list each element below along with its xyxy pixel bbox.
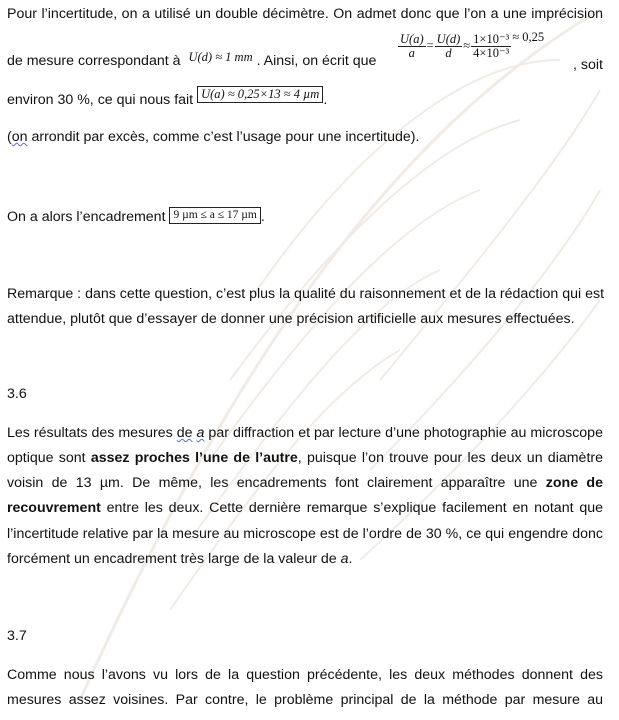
heading-text: 3.7 <box>7 628 27 644</box>
boxed-result: U(a) ≈ 0,25×13 ≈ 4 µm <box>197 86 323 103</box>
text: Comme nous l’avons vu lors de la question précédente, les deux méthodes donnent des <box>7 667 603 683</box>
text: environ 30 %, ce qui nous fait <box>7 92 194 108</box>
paragraph-line <box>7 87 603 109</box>
paragraph-line <box>7 208 603 227</box>
text: ( <box>7 129 12 145</box>
bold-text: assez proches l’une de l’autre <box>90 450 298 466</box>
text: Remarque : dans cette question, c’est plus la qualité du raisonnement et de la rédaction qui est <box>7 286 605 302</box>
text: par diffraction et par lecture d’une photographie au microscope <box>204 425 603 441</box>
fraction <box>471 33 511 60</box>
text: . <box>323 92 328 108</box>
spellcheck-word: on <box>11 129 28 145</box>
boxed-interval: 9 µm ≤ a ≤ 17 µm <box>169 207 260 224</box>
symbol: a <box>196 425 205 441</box>
text: de mesure correspondant à <box>7 53 181 69</box>
inline-equation: U(d) ≈ 1 mm <box>188 50 253 64</box>
paragraph-line <box>7 128 603 146</box>
paragraph-line <box>7 499 603 517</box>
section-heading <box>7 385 603 403</box>
heading-text: 3.6 <box>7 386 27 402</box>
text: . Ainsi, on écrit que <box>256 53 377 69</box>
paragraph-line <box>7 310 603 328</box>
denominator: a <box>408 46 415 60</box>
text: . <box>348 551 353 567</box>
text: voisin de 13 µm. De même, les encadrements font clairement apparaître une <box>7 475 546 491</box>
bold-text: recouvrement <box>7 500 101 516</box>
paragraph-line <box>7 5 603 23</box>
equals-sign: = <box>426 38 434 53</box>
symbol: a <box>340 551 349 567</box>
numerator: U(a) <box>400 32 424 46</box>
paragraph-line <box>7 474 603 492</box>
numerator: U(d) <box>436 32 461 46</box>
paragraph-line <box>7 691 603 709</box>
text: optique sont <box>7 450 91 466</box>
text: On a alors l’encadrement <box>7 209 166 225</box>
paragraph-line-end <box>571 56 603 74</box>
paragraph-line <box>7 285 603 303</box>
paragraph-line <box>7 424 603 442</box>
fraction <box>398 33 426 60</box>
paragraph-line <box>7 550 603 568</box>
text: , puisque l’on trouve pour les deux un diamètre <box>297 450 604 466</box>
numerator: 1×10⁻³ <box>473 32 510 46</box>
text: arrondit par excès, comme c’est l’usage pour une incertitude). <box>27 129 420 145</box>
approx-sign: ≈ <box>463 38 471 53</box>
paragraph-line <box>7 449 603 467</box>
text: Pour l’incertitude, on a utilisé un double décimètre. On admet donc que l’on a une imprécision <box>7 6 603 22</box>
denominator: 4×10⁻³ <box>473 46 510 60</box>
text: attendue, plutôt que d’essayer de donner une précision artificielle aux mesures effectuées. <box>7 311 575 327</box>
text: , soit <box>573 57 603 73</box>
text: entre les deux. Cette dernière remarque s’explique facilement en notant que <box>100 500 603 516</box>
text: forcément un encadrement très large de la valeur de <box>7 551 341 567</box>
relative-uncertainty-equation <box>397 30 545 60</box>
text: Les résultats des mesures <box>7 425 173 441</box>
fraction <box>435 33 463 60</box>
text: mesures assez voisines. Par contre, le problème principal de la méthode par mesure au <box>7 692 603 708</box>
text: l’incertitude relative par la mesure au microscope est de l’ordre de 30 %, ce qui engendre donc <box>7 526 603 542</box>
paragraph-line <box>7 666 603 684</box>
spellcheck-word: de <box>176 425 193 441</box>
result: ≈ 0,25 <box>512 30 545 45</box>
denominator: d <box>445 46 452 60</box>
paragraph-line <box>7 525 603 543</box>
text: . <box>260 209 265 225</box>
section-heading <box>7 627 603 645</box>
bold-text: zone de <box>545 475 603 491</box>
